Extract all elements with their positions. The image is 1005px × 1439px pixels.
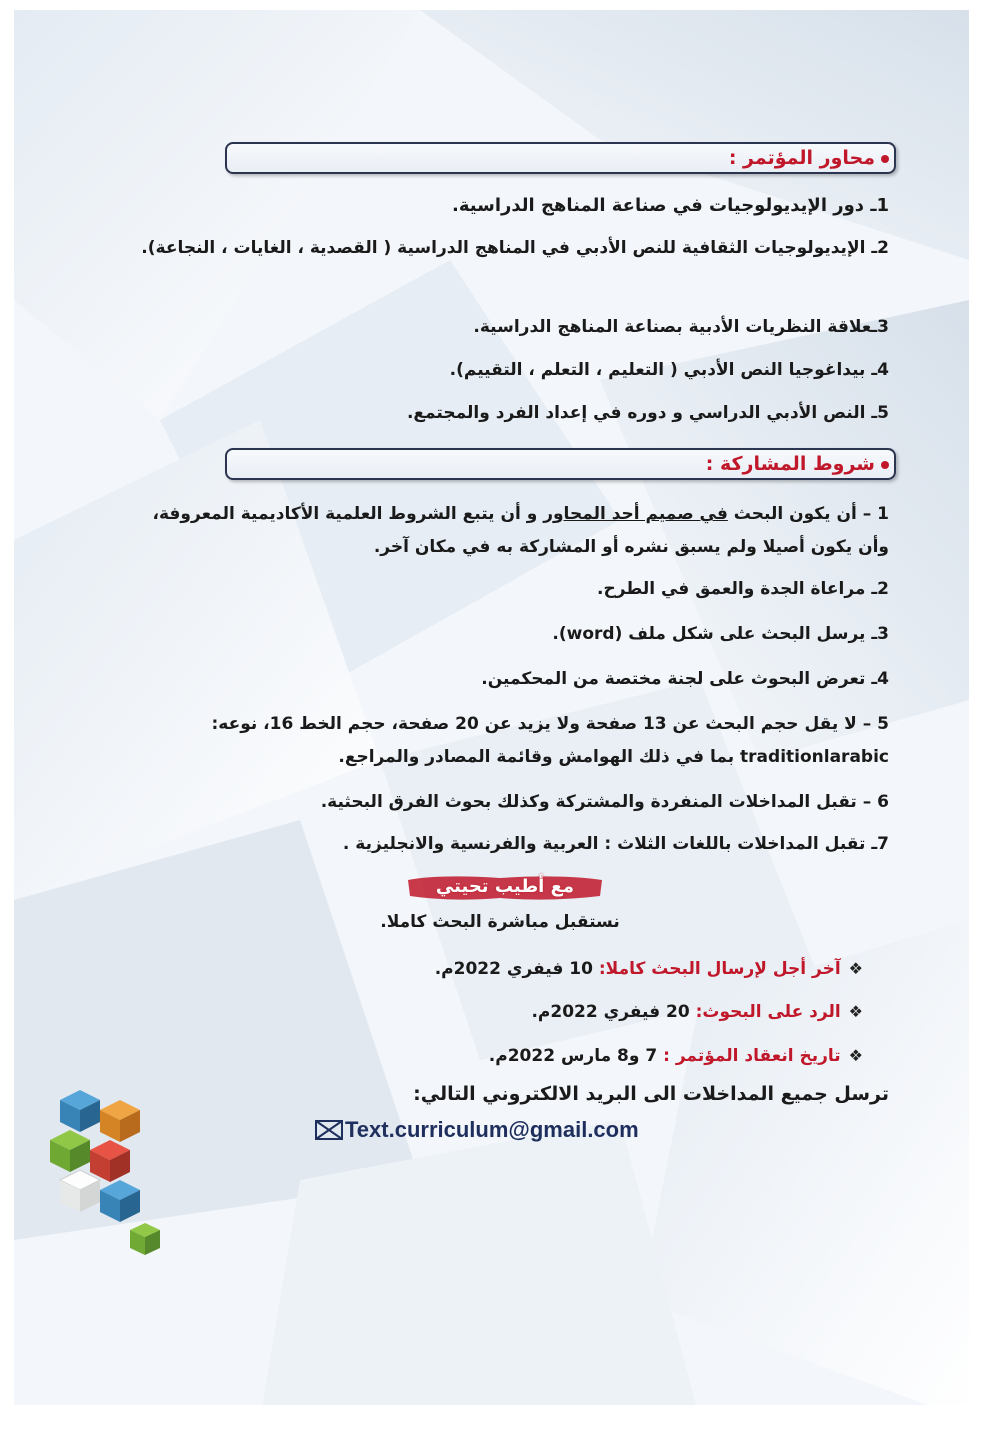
date-value-conference: 7 و8 مارس 2022م. [488, 1046, 664, 1066]
bullet-icon [881, 461, 889, 469]
date-row-deadline [93, 957, 863, 981]
axes-item-2: 2ـ الإيديولوجيات الثقافية للنص الأدبي في المناهج الدراسية ( القصدية ، الغايات ، النجاعة). [141, 238, 889, 258]
axes-item-4: 4ـ بيداغوجيا النص الأدبي ( التعليم ، التعلم ، التقييم). [449, 360, 889, 380]
conditions-item-5: 5 – لا يقل حجم البحث عن 13 صفحة ولا يزيد عن 20 صفحة، حجم الخط 16، نوعه: traditionlarabic بما في ذلك الهوامش وقائمة المصادر والمراجع. [211, 714, 889, 767]
diamond-icon: ❖ [848, 959, 863, 978]
date-label-conference: تاريخ انعقاد المؤتمر : [663, 1046, 841, 1066]
date-value-response: 20 فيفري 2022م. [531, 1002, 696, 1022]
conditions-item-1-post: و أن يتبع الشروط العلمية الأكاديمية المعروفة، وأن يكون أصيلا ولم يسبق نشره أو المشاركة به في مكان آخر. [152, 504, 889, 557]
mail-icon [315, 1120, 343, 1146]
conditions-item-1-pre: 1 – أن يكون البحث [727, 504, 889, 524]
greeting-stamp [400, 872, 610, 902]
axes-item-5: 5ـ النص الأدبي الدراسي و دوره في إعداد الفرد والمجتمع. [406, 403, 889, 423]
conditions-item-4: 4ـ تعرض البحوث على لجنة مختصة من المحكمين. [481, 669, 889, 689]
conditions-item-1-underlined: في صميم أحد المحاور [543, 504, 728, 524]
send-note: ترسل جميع المداخلات الى البريد الالكتروني التالي: [413, 1083, 889, 1105]
diamond-icon: ❖ [848, 1046, 863, 1065]
diamond-icon: ❖ [848, 1002, 863, 1021]
date-label-response: الرد على البحوث: [695, 1002, 841, 1022]
date-value-deadline: 10 فيفري 2022م. [434, 959, 599, 979]
bullet-icon [881, 155, 889, 163]
conditions-header [229, 450, 893, 478]
conditions-item-6: 6 – تقبل المداخلات المنفردة والمشتركة وكذلك بحوث الفرق البحثية. [320, 792, 889, 812]
axes-header [229, 144, 893, 172]
axes-item-3: 3ـعلاقة النظريات الأدبية بصناعة المناهج الدراسية. [473, 317, 889, 337]
accept-full-note: نستقبل مباشرة البحث كاملا. [380, 912, 620, 932]
conditions-title: شروط المشاركة : [705, 453, 875, 475]
conditions-item-7: 7ـ تقبل المداخلات باللغات الثلاث : العربية والفرنسية والانجليزية . [342, 834, 889, 854]
email-address[interactable]: Text.curriculum@gmail.com [345, 1117, 639, 1142]
axes-title: محاور المؤتمر : [728, 147, 875, 169]
conditions-item-3: 3ـ يرسل البحث على شكل ملف (word). [552, 624, 889, 644]
axes-item-1: 1ـ دور الإيديولوجيات في صناعة المناهج الدراسية. [452, 195, 889, 216]
date-label-deadline: آخر أجل لإرسال البحث كاملا: [598, 959, 841, 979]
date-row-response [93, 1000, 863, 1024]
conditions-item-2: 2ـ مراعاة الجدة والعمق في الطرح. [596, 579, 889, 599]
conditions-item-1 [134, 498, 889, 564]
cubes-illustration [40, 1080, 170, 1270]
stamp-text: مع أطيب تحيتي [435, 876, 575, 897]
email-row[interactable] [315, 1117, 639, 1146]
date-row-conference [93, 1044, 863, 1068]
